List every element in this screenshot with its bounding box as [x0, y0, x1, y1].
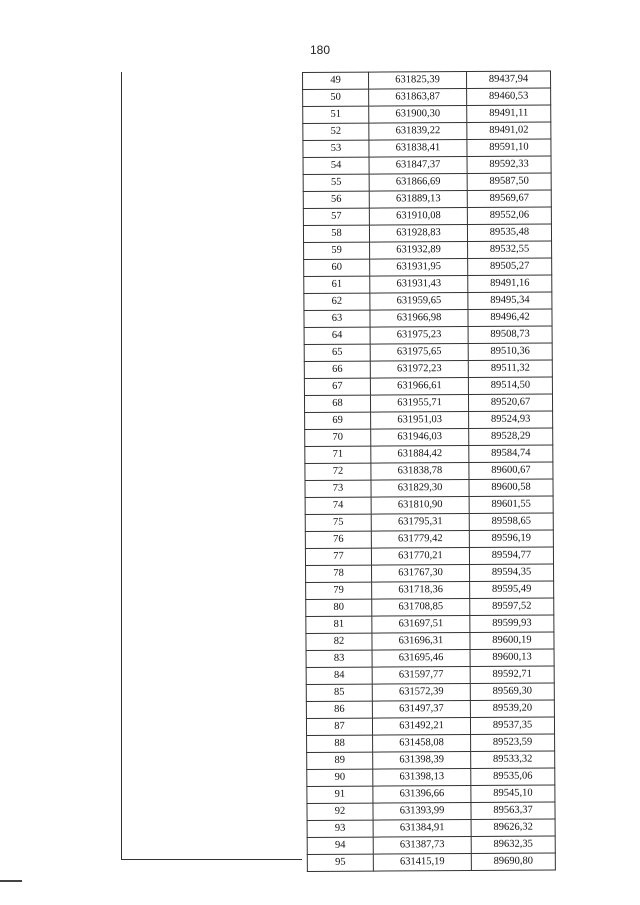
point-number-cell: 94 — [307, 837, 373, 854]
point-number-cell: 54 — [303, 157, 369, 174]
y-coordinate-cell: 89587,50 — [467, 173, 551, 191]
y-coordinate-cell: 89569,67 — [467, 190, 551, 208]
table-row — [307, 819, 555, 838]
point-number-cell: 58 — [303, 225, 369, 242]
y-coordinate-cell: 89511,32 — [468, 360, 552, 378]
point-number-cell: 49 — [303, 72, 369, 89]
y-coordinate-cell: 89528,29 — [469, 428, 553, 446]
point-number-cell: 78 — [306, 565, 372, 582]
table-row — [307, 836, 555, 855]
table-row — [306, 615, 554, 634]
y-coordinate-cell: 89690,80 — [471, 853, 555, 871]
table-row — [306, 700, 554, 719]
x-coordinate-cell: 631955,71 — [370, 394, 468, 412]
x-coordinate-cell: 631951,03 — [371, 411, 469, 429]
page-number: 180 — [309, 43, 331, 57]
table-row — [303, 139, 551, 158]
point-number-cell: 74 — [305, 497, 371, 514]
point-number-cell: 69 — [305, 412, 371, 429]
y-coordinate-cell: 89491,11 — [467, 105, 551, 123]
x-coordinate-cell: 631696,31 — [372, 632, 470, 650]
table-row — [303, 71, 551, 90]
table-row — [305, 428, 553, 447]
y-coordinate-cell: 89598,65 — [469, 513, 553, 531]
x-coordinate-cell: 631795,31 — [371, 513, 469, 531]
point-number-cell: 95 — [307, 854, 373, 871]
table-row — [306, 683, 554, 702]
table-row — [307, 853, 555, 872]
y-coordinate-cell: 89437,94 — [467, 71, 551, 89]
x-coordinate-cell: 631946,03 — [371, 428, 469, 446]
point-number-cell: 51 — [303, 106, 369, 123]
x-coordinate-cell: 631863,87 — [369, 88, 467, 106]
y-coordinate-cell: 89539,20 — [470, 700, 554, 718]
point-number-cell: 70 — [305, 429, 371, 446]
table-row — [306, 598, 554, 617]
table-row — [303, 190, 551, 209]
x-coordinate-cell: 631959,65 — [370, 292, 468, 310]
x-coordinate-cell: 631697,51 — [372, 615, 470, 633]
x-coordinate-cell: 631866,69 — [369, 173, 467, 191]
table-row — [304, 377, 552, 396]
x-coordinate-cell: 631889,13 — [369, 190, 467, 208]
point-number-cell: 66 — [304, 361, 370, 378]
coordinates-table-body — [303, 71, 556, 872]
point-number-cell: 59 — [304, 242, 370, 259]
point-number-cell: 79 — [306, 582, 372, 599]
x-coordinate-cell: 631975,65 — [370, 343, 468, 361]
x-coordinate-cell: 631708,85 — [372, 598, 470, 616]
point-number-cell: 52 — [303, 123, 369, 140]
table-row — [304, 326, 552, 345]
table-row — [307, 751, 555, 770]
y-coordinate-cell: 89584,74 — [469, 445, 553, 463]
y-coordinate-cell: 89545,10 — [471, 785, 555, 803]
x-coordinate-cell: 631770,21 — [371, 547, 469, 565]
table-row — [305, 411, 553, 430]
table-row — [304, 360, 552, 379]
point-number-cell: 87 — [306, 718, 372, 735]
y-coordinate-cell: 89535,48 — [467, 224, 551, 242]
point-number-cell: 90 — [307, 769, 373, 786]
point-number-cell: 73 — [305, 480, 371, 497]
point-number-cell: 60 — [304, 259, 370, 276]
table-row — [303, 105, 551, 124]
table-row — [307, 802, 555, 821]
table-row — [303, 173, 551, 192]
y-coordinate-cell: 89592,33 — [467, 156, 551, 174]
y-coordinate-cell: 89508,73 — [468, 326, 552, 344]
y-coordinate-cell: 89569,30 — [470, 683, 554, 701]
x-coordinate-cell: 631767,30 — [372, 564, 470, 582]
table-row — [307, 734, 555, 753]
y-coordinate-cell: 89601,55 — [469, 496, 553, 514]
x-coordinate-cell: 631928,83 — [369, 224, 467, 242]
y-coordinate-cell: 89535,06 — [471, 768, 555, 786]
table-row — [304, 275, 552, 294]
table-row — [306, 649, 554, 668]
point-number-cell: 75 — [305, 514, 371, 531]
point-number-cell: 68 — [304, 395, 370, 412]
point-number-cell: 89 — [307, 752, 373, 769]
y-coordinate-cell: 89533,32 — [471, 751, 555, 769]
x-coordinate-cell: 631458,08 — [373, 734, 471, 752]
table-row — [306, 666, 554, 685]
y-coordinate-cell: 89460,53 — [467, 88, 551, 106]
x-coordinate-cell: 631838,78 — [371, 462, 469, 480]
table-row — [305, 445, 553, 464]
point-number-cell: 80 — [306, 599, 372, 616]
x-coordinate-cell: 631398,39 — [373, 751, 471, 769]
table-row — [303, 156, 551, 175]
point-number-cell: 83 — [306, 650, 372, 667]
point-number-cell: 93 — [307, 820, 373, 837]
point-number-cell: 92 — [307, 803, 373, 820]
x-coordinate-cell: 631910,08 — [369, 207, 467, 225]
x-coordinate-cell: 631829,30 — [371, 479, 469, 497]
y-coordinate-cell: 89563,37 — [471, 802, 555, 820]
point-number-cell: 57 — [303, 208, 369, 225]
point-number-cell: 84 — [306, 667, 372, 684]
table-row — [307, 785, 555, 804]
table-row — [304, 309, 552, 328]
table-row — [303, 122, 551, 141]
point-number-cell: 86 — [306, 701, 372, 718]
y-coordinate-cell: 89491,16 — [468, 275, 552, 293]
point-number-cell: 61 — [304, 276, 370, 293]
point-number-cell: 77 — [305, 548, 371, 565]
point-number-cell: 88 — [307, 735, 373, 752]
y-coordinate-cell: 89491,02 — [467, 122, 551, 140]
y-coordinate-cell: 89537,35 — [470, 717, 554, 735]
table-row — [306, 717, 554, 736]
x-coordinate-cell: 631695,46 — [372, 649, 470, 667]
y-coordinate-cell: 89514,50 — [468, 377, 552, 395]
y-coordinate-cell: 89600,67 — [469, 462, 553, 480]
x-coordinate-cell: 631718,36 — [372, 581, 470, 599]
y-coordinate-cell: 89496,42 — [468, 309, 552, 327]
x-coordinate-cell: 631396,66 — [373, 785, 471, 803]
x-coordinate-cell: 631900,30 — [369, 105, 467, 123]
y-coordinate-cell: 89594,77 — [469, 547, 553, 565]
empty-description-cell — [121, 72, 302, 860]
point-number-cell: 71 — [305, 446, 371, 463]
table-row — [304, 394, 552, 413]
x-coordinate-cell: 631838,41 — [369, 139, 467, 157]
x-coordinate-cell: 631884,42 — [371, 445, 469, 463]
x-coordinate-cell: 631572,39 — [372, 683, 470, 701]
y-coordinate-cell: 89523,59 — [471, 734, 555, 752]
y-coordinate-cell: 89632,35 — [471, 836, 555, 854]
point-number-cell: 85 — [306, 684, 372, 701]
point-number-cell: 81 — [306, 616, 372, 633]
point-number-cell: 56 — [303, 191, 369, 208]
table-row — [304, 241, 552, 260]
table-row — [305, 513, 553, 532]
point-number-cell: 50 — [303, 89, 369, 106]
x-coordinate-cell: 631966,61 — [370, 377, 468, 395]
y-coordinate-cell: 89599,93 — [470, 615, 554, 633]
table-row — [304, 292, 552, 311]
x-coordinate-cell: 631415,19 — [373, 853, 471, 871]
x-coordinate-cell: 631384,91 — [373, 819, 471, 837]
x-coordinate-cell: 631492,21 — [372, 717, 470, 735]
x-coordinate-cell: 631932,89 — [370, 241, 468, 259]
point-number-cell: 62 — [304, 293, 370, 310]
point-number-cell: 63 — [304, 310, 370, 327]
x-coordinate-cell: 631931,95 — [370, 258, 468, 276]
y-coordinate-cell: 89600,19 — [470, 632, 554, 650]
y-coordinate-cell: 89591,10 — [467, 139, 551, 157]
point-number-cell: 91 — [307, 786, 373, 803]
y-coordinate-cell: 89595,49 — [470, 581, 554, 599]
table-row — [303, 207, 551, 226]
x-coordinate-cell: 631810,90 — [371, 496, 469, 514]
table-row — [303, 224, 551, 243]
y-coordinate-cell: 89552,06 — [467, 207, 551, 225]
table-row — [304, 343, 552, 362]
point-number-cell: 53 — [303, 140, 369, 157]
x-coordinate-cell: 631847,37 — [369, 156, 467, 174]
y-coordinate-cell: 89596,19 — [469, 530, 553, 548]
point-number-cell: 67 — [304, 378, 370, 395]
table-row — [306, 564, 554, 583]
y-coordinate-cell: 89600,58 — [469, 479, 553, 497]
x-coordinate-cell: 631825,39 — [369, 71, 467, 89]
table-row — [304, 258, 552, 277]
x-coordinate-cell: 631497,37 — [372, 700, 470, 718]
table-row — [305, 479, 553, 498]
point-number-cell: 72 — [305, 463, 371, 480]
table-row — [306, 581, 554, 600]
y-coordinate-cell: 89524,93 — [469, 411, 553, 429]
x-coordinate-cell: 631393,99 — [373, 802, 471, 820]
point-number-cell: 55 — [303, 174, 369, 191]
y-coordinate-cell: 89594,35 — [470, 564, 554, 582]
x-coordinate-cell: 631398,13 — [373, 768, 471, 786]
scan-edge-mark — [0, 880, 22, 882]
table-row — [305, 462, 553, 481]
point-number-cell: 76 — [305, 531, 371, 548]
y-coordinate-cell: 89597,52 — [470, 598, 554, 616]
table-row — [305, 496, 553, 515]
y-coordinate-cell: 89505,27 — [468, 258, 552, 276]
table-row — [305, 547, 553, 566]
x-coordinate-cell: 631975,23 — [370, 326, 468, 344]
y-coordinate-cell: 89520,67 — [468, 394, 552, 412]
point-number-cell: 82 — [306, 633, 372, 650]
x-coordinate-cell: 631839,22 — [369, 122, 467, 140]
y-coordinate-cell: 89626,32 — [471, 819, 555, 837]
table-row — [305, 530, 553, 549]
y-coordinate-cell: 89495,34 — [468, 292, 552, 310]
x-coordinate-cell: 631779,42 — [371, 530, 469, 548]
x-coordinate-cell: 631387,73 — [373, 836, 471, 854]
x-coordinate-cell: 631931,43 — [370, 275, 468, 293]
y-coordinate-cell: 89592,71 — [470, 666, 554, 684]
point-number-cell: 65 — [304, 344, 370, 361]
table-row — [303, 88, 551, 107]
point-number-cell: 64 — [304, 327, 370, 344]
x-coordinate-cell: 631972,23 — [370, 360, 468, 378]
y-coordinate-cell: 89532,55 — [468, 241, 552, 259]
y-coordinate-cell: 89600,13 — [470, 649, 554, 667]
y-coordinate-cell: 89510,36 — [468, 343, 552, 361]
x-coordinate-cell: 631966,98 — [370, 309, 468, 327]
coordinates-table — [302, 70, 556, 872]
table-row — [306, 632, 554, 651]
table-row — [307, 768, 555, 787]
x-coordinate-cell: 631597,77 — [372, 666, 470, 684]
